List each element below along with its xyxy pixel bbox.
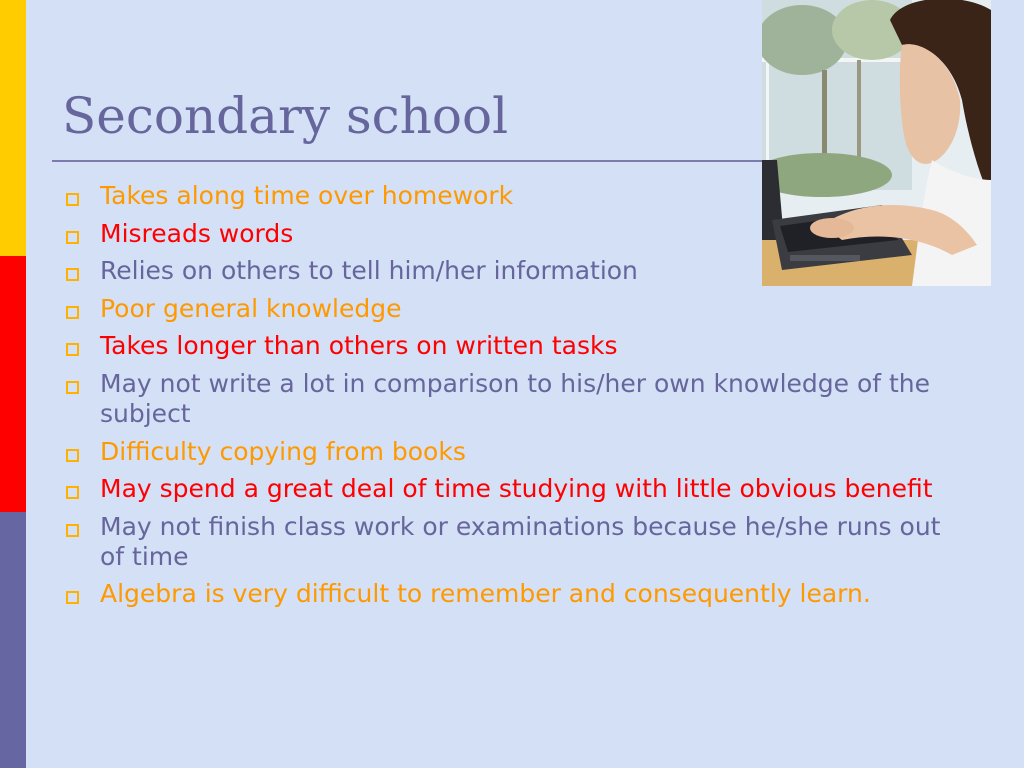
bullet-item bbox=[62, 294, 972, 324]
slide-title: Secondary school bbox=[62, 87, 509, 145]
bullet-text: May not finish class work or examinations because he/she runs out of time bbox=[100, 511, 941, 571]
bullet-text: Takes longer than others on written tasks bbox=[100, 331, 618, 361]
bullet-item bbox=[62, 219, 972, 249]
bullet-text: Algebra is very difficult to remember and consequently learn. bbox=[100, 579, 871, 609]
bullet-text: Misreads words bbox=[100, 218, 294, 248]
bullet-text: Takes along time over homework bbox=[100, 181, 514, 210]
bullet-item bbox=[62, 181, 972, 211]
accent-stripe-purple bbox=[0, 512, 26, 768]
bullet-item bbox=[62, 474, 972, 504]
title-underline bbox=[52, 160, 762, 162]
bullet-text: Relies on others to tell him/her information bbox=[100, 256, 638, 286]
hollow-square-bullet-icon bbox=[66, 381, 79, 394]
bullet-text: Poor general knowledge bbox=[100, 293, 402, 323]
accent-stripe-red bbox=[0, 256, 26, 512]
hollow-square-bullet-icon bbox=[66, 524, 79, 537]
bullet-item bbox=[62, 331, 972, 361]
hollow-square-bullet-icon bbox=[66, 193, 79, 206]
bullet-list bbox=[62, 181, 972, 617]
bullet-text: May spend a great deal of time studying with little obvious benefit bbox=[100, 474, 933, 504]
bullet-text: May not write a lot in comparison to his/her own knowledge of the subject bbox=[100, 368, 931, 428]
bullet-item bbox=[62, 437, 972, 467]
hollow-square-bullet-icon bbox=[66, 231, 79, 244]
hollow-square-bullet-icon bbox=[66, 591, 79, 604]
bullet-item bbox=[62, 512, 972, 572]
accent-stripe-yellow bbox=[0, 0, 26, 256]
bullet-item bbox=[62, 579, 972, 609]
hollow-square-bullet-icon bbox=[66, 306, 79, 319]
hollow-square-bullet-icon bbox=[66, 268, 79, 281]
hollow-square-bullet-icon bbox=[66, 486, 79, 499]
bullet-item bbox=[62, 256, 972, 286]
hollow-square-bullet-icon bbox=[66, 449, 79, 462]
bullet-text: Difficulty copying from books bbox=[100, 436, 466, 466]
hollow-square-bullet-icon bbox=[66, 343, 79, 356]
bullet-item bbox=[62, 369, 972, 429]
